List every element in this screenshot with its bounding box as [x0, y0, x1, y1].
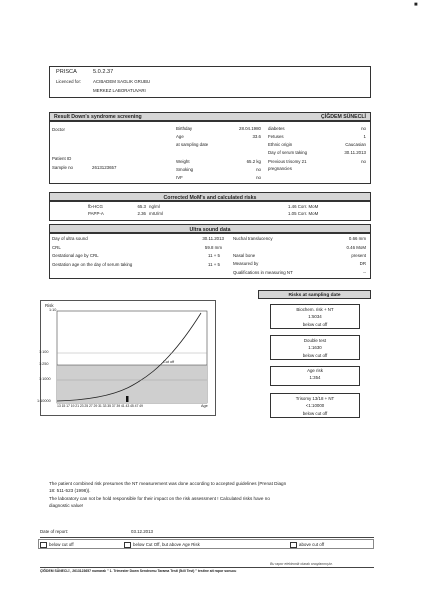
y-tick-4: 1:1000: [39, 377, 51, 381]
ultrasound-title: Ultra sound data: [189, 227, 231, 233]
app-name: PRISCA: [56, 69, 77, 75]
ultrasound-header: [49, 224, 371, 233]
corrected-header: [49, 192, 371, 201]
legend-1-label: below cut off: [49, 542, 74, 548]
patient-name: ÇİĞDEM SÜNECLİ: [321, 114, 366, 120]
note-line-1: The patient combined risk presumes the NT measurement was done according to accepted guidelines (Prenat Diagn: [49, 481, 287, 486]
biochem-value: 1:5034: [308, 314, 322, 319]
hcg-mom: 1.46 Corr. MoM: [288, 204, 319, 209]
ivf-label: IVF: [176, 175, 183, 180]
weight-label: Weight: [176, 159, 190, 164]
age-risk-label: Age risk: [307, 368, 323, 373]
double-value: 1:1630: [308, 345, 322, 350]
x-ticks: 13 15 17 19 21 23 25 27 29 31 33 35 37 39 41 43 45 47 49: [57, 404, 143, 408]
age-label: Age: [176, 134, 184, 139]
legend-frame: [38, 539, 374, 549]
smoking: no: [256, 167, 261, 172]
weight: 65.2 kg: [246, 159, 261, 164]
hcg-label: fb-HCG: [88, 204, 103, 209]
risks-header: [258, 290, 371, 299]
ethnic: Caucasian: [345, 142, 366, 147]
sample-no: 2613123657: [92, 165, 117, 170]
fetuses-label: Fetuses: [268, 134, 284, 139]
ga-serum-label: Gestation age on the day of serum taking: [52, 262, 133, 267]
serum-date: 30.11.2013: [344, 150, 366, 155]
measured: DR: [359, 261, 366, 266]
crl: 59.8 mm: [204, 245, 222, 250]
signature-text: Bu rapor elektronik olarak onaylanmıştır.: [270, 562, 333, 566]
hcg-unit: ng/ml: [149, 204, 160, 209]
prev-trisomy: no: [361, 159, 366, 164]
birthday: 28.04.1980: [239, 126, 261, 131]
corrected-box: [49, 201, 371, 221]
us-date: 30.11.2013: [202, 236, 224, 241]
biochem-risk-box: [270, 304, 360, 329]
ultrasound-box: [49, 233, 371, 279]
age-risk-value: 1:354: [309, 375, 321, 380]
y-tick-2: 1:100: [39, 350, 49, 354]
risk-chart-title: Risk: [45, 303, 54, 308]
trisomy-status: below cut off: [302, 411, 328, 416]
ethnic-label: Ethnic origin: [268, 142, 293, 147]
hcg-value: 65.3: [137, 204, 146, 209]
x-label: Age: [201, 404, 208, 408]
smoking-label: Smoking: [176, 167, 194, 172]
qual-label: Qualifications in measuring NT: [233, 270, 293, 275]
nt-mom: 0.46 MoM: [346, 245, 366, 250]
us-date-label: Day of ultra sound: [52, 236, 88, 241]
risk-chart-frame: [37, 300, 216, 416]
doctor-label: Doctor: [52, 127, 65, 132]
note-line-2: 18: 511-523 (1998)).: [49, 488, 91, 493]
y-tick-1: 1:10: [49, 308, 57, 312]
patient-box: [49, 121, 371, 184]
serum-date-label: Day of serum taking: [268, 150, 308, 155]
licensed-label: Licenced for:: [56, 79, 82, 84]
fetuses: 1: [363, 134, 366, 139]
risk-chart: [41, 301, 217, 417]
prev-trisomy-label: Previous trisomy 21: [268, 159, 307, 164]
age-risk-box: [270, 366, 360, 386]
measured-label: Measured by: [233, 261, 259, 266]
result-title: Result Down's syndrome screening: [54, 114, 142, 120]
trisomy-label: Trisomy 13/18 + NT: [295, 396, 335, 401]
pappa-unit: mIU/ml: [149, 211, 163, 216]
corner-mark: ■: [414, 2, 418, 8]
pappa-label: PAPP-A: [88, 211, 104, 216]
licensee-line-1: ACIBADEM SAGLIK GRUBU: [93, 79, 151, 84]
report-date-label: Date of report:: [40, 529, 69, 534]
bottom-line: ÇİĞDEM SÜNECLİ , 2613123657 numaralı " 1. Trimester Down Sendromu Tarama Testi (İkili Test) " testine ait rapor sonucu: [40, 569, 237, 573]
nt-label: Nuchal translucency: [233, 236, 273, 241]
note-line-3: The laboratory can not be hold responsible for their impact on the risk assessment ! Calculated risks have no: [49, 496, 270, 501]
licence-box: [49, 66, 371, 98]
double-test-box: [270, 335, 360, 360]
y-tick-5: 1:10000: [37, 399, 51, 403]
ga-serum: 11 + 5: [207, 262, 220, 267]
nasal-label: Nasal bone: [233, 253, 256, 258]
note-line-4: diagnostic value!: [49, 503, 84, 508]
corrected-title: Corrected MoM's and calculated risks: [163, 195, 257, 201]
ivf: no: [256, 175, 261, 180]
diabetes: no: [361, 126, 366, 131]
trisomy-value: <1:10000: [305, 403, 325, 408]
birthday-label: Birthday: [176, 126, 193, 131]
diabetes-label: diabetes: [268, 126, 285, 131]
age-sampling-label: at sampling date: [176, 142, 209, 147]
risks-title: Risks at sampling date: [288, 293, 341, 298]
ga-crl: 11 + 5: [207, 253, 220, 258]
sample-no-label: Sample no: [52, 165, 73, 170]
qual: --: [363, 270, 366, 275]
patient-age-marker: [126, 396, 129, 402]
app-version: 5.0.2.37: [93, 69, 114, 75]
prev-trisomy-label-2: pregnancies: [268, 166, 292, 171]
pappa-value: 2.36: [137, 211, 146, 216]
double-label: Double test: [303, 338, 327, 343]
licensee-line-2: MERKEZ LABORATUVARI: [93, 88, 146, 93]
age: 33.6: [252, 134, 261, 139]
report-date: 03.12.2013: [131, 529, 153, 534]
trisomy-box: [270, 393, 360, 418]
pappa-mom: 1.05 Corr. MoM: [288, 211, 319, 216]
y-tick-3: 1:250: [39, 362, 49, 366]
nt: 0.66 mm: [348, 236, 366, 241]
ga-crl-label: Gestational age by CRL: [52, 253, 99, 258]
biochem-status: below cut off: [302, 322, 328, 327]
crl-label: CRL: [52, 245, 61, 250]
legend-3-label: above cut off: [299, 542, 325, 548]
double-status: below cut off: [302, 353, 328, 358]
patient-id-label: Patient ID: [52, 156, 72, 161]
nasal: present: [351, 253, 366, 258]
legend-2-label: below Cut Off, but above Age Risk: [133, 542, 200, 548]
result-bar: [49, 112, 371, 121]
cutoff-label: Cut off: [163, 360, 175, 364]
signature-rule: [40, 567, 374, 568]
biochem-label: Biochem. risk + NT: [296, 307, 334, 312]
footer-rule: [40, 537, 374, 538]
